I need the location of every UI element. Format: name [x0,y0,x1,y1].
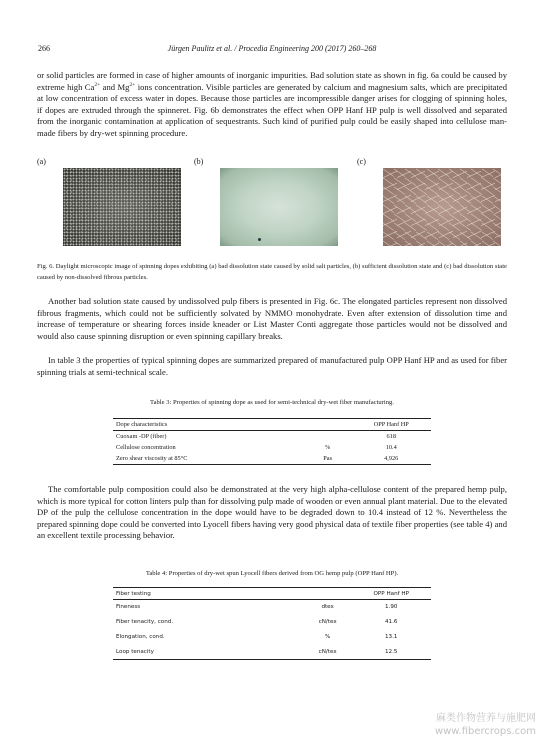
table-header-row [113,419,431,431]
table-header-cell: Dope characteristics [113,419,304,431]
watermark-url: www.fibercrops.com [434,726,536,737]
table-cell: % [324,634,331,640]
table-header-cell: OPP Hanf HP [351,588,431,600]
table-header-cell [304,588,352,600]
figure-6 [37,157,507,257]
table-row [113,442,431,453]
microscopy-good-dissolution-image [220,168,338,246]
table-cell: 41.6 [385,619,398,625]
table-cell: Loop tenacity [113,645,304,660]
paragraph-hemp-pulp-composition: The comfortable pulp composition could also be demonstrated at the very high alpha-cellulose content of the prepared hemp pulp, which is more typical for cotton linters pulp than for dissolving pulp made of wooden or even annual plant material. Due to the elevated DP of the pulp the cellulose concentration in the dope would have to be degraded down to 10.4 instead of 12 %. Nevertheless the prepared spinning dope could be converted into Lyocell fibers having very good physical data of textile fiber properties (see table 4) and an excellent textile processing behavior. [37,484,507,541]
figure-panel-b [194,157,329,246]
paragraph-table3-intro: In table 3 the properties of typical spinning dopes are summarized prepared of manufactured pulp OPP Hanf HP and as used for fiber spinning trials at semi-technical scale. [37,355,507,377]
microscopy-solid-salt-particles-image [63,168,181,246]
table-cell: Cuoxam -DP (fiber) [116,433,167,440]
paragraph-undissolved-fibers: Another bad solution state caused by undissolved pulp fibers is presented in Fig. 6c. The elongated particles represent non dissolved fibrous fragments, which could not be sufficiently solvated by NMMO monohydrate. Even after extension of dissolution time and increase of temperature or shearing forces inside kneader or List Master Conti aggregate those particles would not be dissolved and would also cause spinning disruption or even spinning capillary breaks. [37,296,507,341]
table-cell: cN/tex [318,619,337,625]
table-cell: Pas [304,453,352,465]
page-number: 266 [38,44,50,53]
panel-label: (c) [357,157,366,166]
table-3 [113,418,431,465]
table-cell: 618 [386,433,396,440]
table-cell: Zero shear viscosity at 85°C [113,453,304,465]
running-title: Jürgen Paulitz et al. / Procedia Engineering 200 (2017) 260–268 [167,44,377,53]
table-row [113,431,431,443]
table-cell: % [325,444,331,451]
table-header-cell: OPP Hanf HP [351,419,431,431]
table-3-caption: Table 3: Properties of spinning dope as used for semi-technical dry-wet fiber manufacturing. [150,399,394,406]
figure-panel-c [357,157,492,246]
table-header-row [113,588,431,600]
table-cell: 1.90 [385,604,398,611]
table-cell: 13.1 [385,634,398,640]
paragraph-dissolution-state: or solid particles are formed in case of higher amounts of inorganic impurities. Bad solution state as shown in fig. 6a could be caused by extreme high $Ca^{2+}$ and $Mg^{2+}$ ions concentration. Visible particles are generated by calcium and magnesium salts, which are precipitated at low concentration of excess water in dopes. Because those particles are incompressible danger arises for clogging of spinning holes, if dopes are extruded through the spinneret. Fig. 6b demonstrates the effect when OPP Hanf HP pulp is well dissolved and separated from the inorganic contamination at application of sequestrants. Such kind of purified pulp could be easily shaped into cellulose man-made fibers by dry-wet spinning procedure. [37,70,507,138]
table-cell: Fineness [116,604,141,611]
figure-panel-a [37,157,172,246]
panel-label: (b) [194,157,204,166]
table-cell: Fiber tenacity, cond. [116,619,174,625]
microscopy-undissolved-fibrous-particles-image [383,168,501,246]
table-row [113,453,431,465]
table-row [113,600,431,615]
table-cell: Elongation, cond. [116,634,165,640]
table-cell: Cellulose concentration [116,444,176,451]
table-cell: 4,926 [351,453,431,465]
table-cell: dtex [321,604,334,611]
watermark-text: 麻类作物营养与施肥网 [436,713,536,724]
figure-6-caption: Fig. 6. Daylight microscopic image of spinning dopes exhibiting (a) bad dissolution state caused by solid salt particles, (b) sufficient dissolution state and (c) bad dissolution state caused by non-dissolved fibrous particles. [37,263,507,281]
page-header [38,44,506,56]
table-4 [113,587,431,660]
panel-label: (a) [37,157,46,166]
table-header-cell [304,419,352,431]
table-cell: cN/tex [304,645,352,660]
table-cell [304,431,352,443]
table-header-cell: Fiber testing [113,588,304,600]
table-cell: 12.5 [351,645,431,660]
table-row [113,630,431,645]
watermark [435,712,536,738]
table-4-caption: Table 4: Properties of dry-wet spun Lyocell fibers derived from OG hemp pulp (OPP Hanf HP). [145,570,399,577]
table-cell: 10.4 [385,444,397,451]
table-row [113,615,431,630]
table-row [113,645,431,660]
